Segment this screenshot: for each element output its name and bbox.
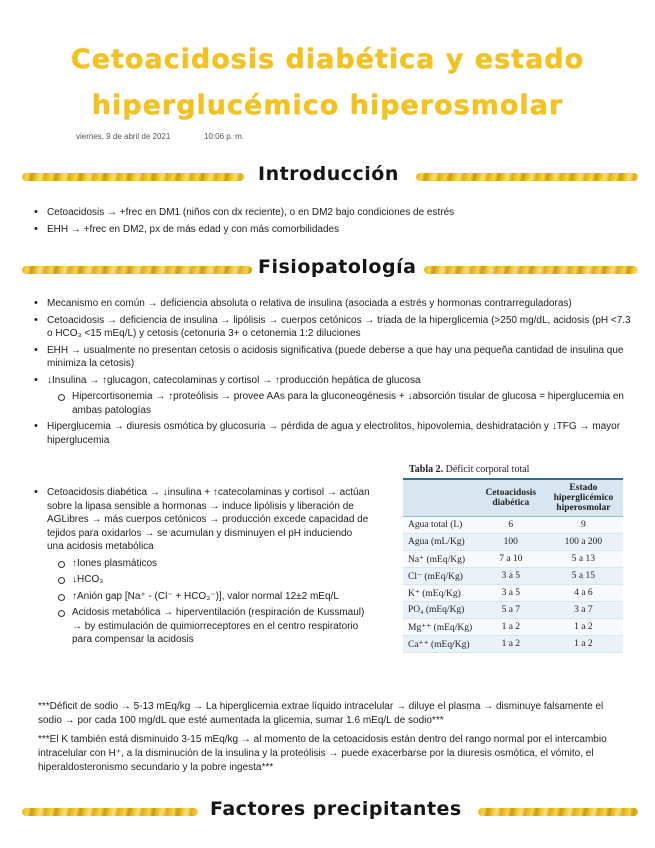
table-cell: 3 a 7: [544, 602, 623, 619]
table-row: [403, 551, 623, 568]
section-title-factores: Factores precipitantes: [210, 798, 462, 820]
table-header-cell: Cetoacidosis diabética: [478, 480, 544, 517]
section-header-intro: [0, 163, 655, 189]
table-cell: PO₄ (mEq/Kg): [403, 602, 478, 619]
table-cell: 100 a 200: [544, 534, 623, 551]
table-cell: 5 a 13: [544, 551, 623, 568]
gold-divider-left: [22, 808, 198, 816]
section-header-factores: [0, 798, 655, 824]
table-cell: K⁺ (mEq/Kg): [403, 585, 478, 602]
list-item: • Cetoacidosis → +frec en DM1 (niños con dx reciente), o en DM2 bajo condiciones de estrés: [30, 206, 630, 220]
table-cell: 6: [478, 517, 544, 534]
table-cell: Agua (mL/Kg): [403, 534, 478, 551]
table-cell: 5 a 15: [544, 568, 623, 585]
table-cell: Cl⁻ (mEq/Kg): [403, 568, 478, 585]
section-title-fisiopatologia: Fisiopatología: [258, 256, 417, 278]
cetoacidosis-list: [30, 486, 370, 650]
deficit-table: [403, 480, 623, 653]
page-title-line-1: Cetoacidosis diabética y estado: [70, 44, 585, 75]
intro-list: [30, 206, 630, 239]
table-cell: 1 a 2: [544, 636, 623, 653]
table-header-cell: Estado hiperglicémico hiperosmolar: [544, 480, 623, 517]
page-title-line-2: hiperglucémico hiperosmolar: [91, 90, 564, 121]
sub-list-item: Acidosis metabólica → hiperventilación (respiración de Kussmaul) → by estimulación de quimiorreceptores en el centro respiratorio para compensar la acidosis: [30, 606, 370, 647]
note-time: 10:06 p. m.: [204, 132, 245, 141]
section-header-fisiopatologia: [0, 256, 655, 282]
sub-list-item: ↑Anión gap [Na⁺ - (Cl⁻ + HCO₃⁻)], valor normal 12±2 mEq/L: [30, 590, 370, 604]
sub-list-item: ↓HCO₃: [30, 573, 370, 587]
table-header-cell: [403, 480, 478, 517]
list-item: • Hiperglucemia → diuresis osmótica by glucosuria → pérdida de agua y electrolitos, hipovolemia, deshidratación y ↓TFG → mayor hiperglucemia: [30, 420, 635, 447]
table-row: [403, 517, 623, 534]
table-caption-text: Déficit corporal total: [445, 464, 530, 475]
note-potassium: ***El K también está disminuido 3-15 mEq/kg → al momento de la cetoacidosis están dentro del rango normal por el intercambio intracelular con H⁺, a la disminución de la insulina y la proteólisis → puede exacerbarse por la diuresis osmótica, el vómito, el hiperaldosteronismo secundario y la pobre ingesta***: [38, 734, 607, 773]
table-header-row: [403, 480, 623, 517]
list-item: • ↓Insulina → ↑glucagon, catecolaminas y cortisol → ↑producción hepática de glucosa: [30, 374, 635, 388]
table-cell: Ca⁺⁺ (mEq/Kg): [403, 636, 478, 653]
table-cell: 7 a 10: [478, 551, 544, 568]
table-cell: 4 a 6: [544, 585, 623, 602]
table-cell: 1 a 2: [478, 636, 544, 653]
table-row: [403, 619, 623, 636]
gold-divider-left: [22, 173, 244, 181]
table-row: [403, 636, 623, 653]
list-item: • Cetoacidosis → deficiencia de insulina → lipólisis → cuerpos cetónicos → triada de la hiperglicemia (>250 mg/dL, acidosis (pH <7.3 o HCO₃ <15 mEq/L) y cetosis (cetonuria 3+ o cetonemia 1:2 diluciones: [30, 314, 635, 341]
section-title-intro: Introducción: [258, 163, 399, 185]
table-row: [403, 534, 623, 551]
table-cell: 100: [478, 534, 544, 551]
note-date: viernes, 9 de abril de 2021: [76, 132, 171, 141]
table-row: [403, 568, 623, 585]
gold-divider-left: [22, 266, 252, 274]
gold-divider-right: [424, 266, 638, 274]
fisiopatologia-list: [30, 297, 635, 450]
table-cell: 3 a 5: [478, 568, 544, 585]
sub-list-item: ↑Iones plasmáticos: [30, 557, 370, 571]
table-cell: Agua total (L): [403, 517, 478, 534]
sub-list-item: Hipercortisonemia → ↑proteólisis → provee AAs para la gluconeogénesis + ↓absorción tisular de glucosa = hiperglucemia en ambas patologías: [30, 390, 635, 417]
list-item: • Mecanismo en común → deficiencia absoluta o relativa de insulina (asociada a estrés y hormonas contrarreguladoras): [30, 297, 635, 311]
table-row: [403, 602, 623, 619]
table-caption: [403, 462, 623, 480]
table-cell: 1 a 2: [478, 619, 544, 636]
note-sodium: ***Déficit de sodio → 5-13 mEq/kg → La hiperglicemia extrae líquido intracelular → diluye el plasma → disminuye falsamente el sodio → por cada 100 mg/dL que esté aumentada la glicemia, sumar 1.6 mEq/L de sodio***: [38, 701, 604, 726]
table-cell: 1 a 2: [544, 619, 623, 636]
deficit-table-figure: [403, 462, 623, 653]
table-cell: 3 a 5: [478, 585, 544, 602]
table-caption-label: Tabla 2.: [409, 464, 444, 475]
table-cell: 5 a 7: [478, 602, 544, 619]
list-item: • EHH → usualmente no presentan cetosis o acidosis significativa (puede deberse a que hay una pequeña cantidad de insulina que minimiza la cetosis): [30, 344, 635, 371]
table-row: [403, 585, 623, 602]
gold-divider-right: [416, 173, 638, 181]
table-cell: 9: [544, 517, 623, 534]
table-cell: Mg⁺⁺ (mEq/Kg): [403, 619, 478, 636]
list-item: • Cetoacidosis diabética → ↓insulina + ↑catecolaminas y cortisol → actúan sobre la lipasa sensible a hormonas → induce lipólisis y liberación de AGLibres → más cuerpos cetónicos → producción excede capacidad de tejidos para oxidarlos → se acumulan y disminuyen el pH induciendo una acidosis metabólica: [30, 486, 370, 554]
gold-divider-right: [478, 808, 638, 816]
list-item: • EHH → +frec en DM2, px de más edad y con más comorbilidades: [30, 223, 630, 237]
table-cell: Na⁺ (mEq/Kg): [403, 551, 478, 568]
